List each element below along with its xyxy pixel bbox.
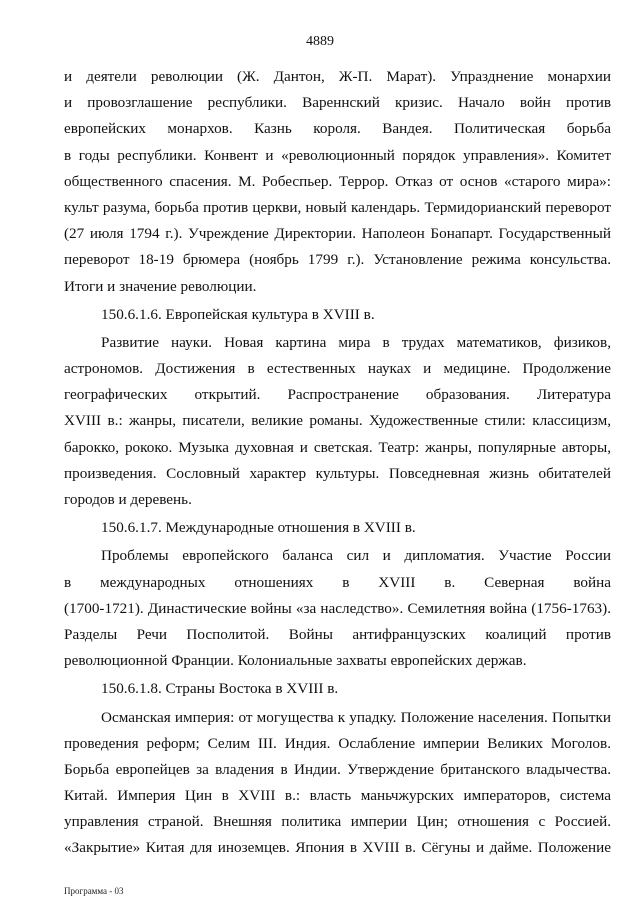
- text-line: географических открытий. Распространение образования. Литература: [64, 386, 611, 404]
- text-line: Османская империя: от могущества к упадку. Положение населения. Попытки: [101, 708, 611, 726]
- text-line: в годы республики. Конвент и «революционный порядок управления». Комитет: [64, 146, 611, 164]
- text-line: астрономов. Достижения в естественных науках и медицине. Продолжение: [64, 360, 611, 378]
- text-line: Борьба европейцев за владения в Индии. Утверждение британского владычества.: [64, 760, 611, 778]
- text-line: XVIII в.: жанры, писатели, великие романы. Художественные стили: классицизм,: [64, 412, 611, 430]
- document-body: [64, 64, 611, 862]
- text-line: европейских монархов. Казнь короля. Вандея. Политическая борьба: [64, 120, 611, 138]
- text-line: революционной Франции. Колониальные захваты европейских держав.: [64, 652, 527, 670]
- text-line: и деятели революции (Ж. Дантон, Ж-П. Марат). Упразднение монархии: [64, 68, 611, 85]
- text-line: Итоги и значение революции.: [64, 277, 257, 295]
- text-line: произведения. Сословный характер культуры. Повседневная жизнь обитателей: [64, 464, 611, 482]
- text-line: общественного спасения. М. Робеспьер. Террор. Отказ от основ «старого мира»:: [64, 172, 611, 190]
- text-line: проведения реформ; Селим III. Индия. Ослабление империи Великих Моголов.: [64, 734, 611, 752]
- text-line: Китай. Империя Цин в XVIII в.: власть маньчжурских императоров, система: [64, 787, 611, 805]
- text-line: (1700-1721). Династические войны «за наследство». Семилетняя война (1756-1763).: [64, 599, 611, 617]
- page-number: 4889: [306, 34, 334, 49]
- footer-label: Программа - 03: [64, 886, 124, 896]
- text-line: (27 июля 1794 г.). Учреждение Директории. Наполеон Бонапарт. Государственный: [64, 225, 611, 243]
- text-line: Развитие науки. Новая картина мира в трудах математиков, физиков,: [101, 333, 611, 351]
- section-heading: 150.6.1.6. Европейская культура в XVIII в.: [101, 305, 375, 323]
- text-line: переворот 18-19 брюмера (ноябрь 1799 г.). Установление режима консульства.: [64, 251, 611, 269]
- text-line: культ разума, борьба против церкви, новый календарь. Термидорианский переворот: [64, 198, 611, 216]
- text-line: и провозглашение республики. Вареннский кризис. Начало войн против: [64, 94, 611, 112]
- section-heading: 150.6.1.7. Международные отношения в XVIII в.: [101, 519, 416, 537]
- text-line: в международных отношениях в XVIII в. Северная война: [64, 573, 611, 591]
- text-line: управления страной. Внешняя политика империи Цин; отношения с Россией.: [64, 813, 611, 831]
- text-line: барокко, рококо. Музыка духовная и светская. Театр: жанры, популярные авторы,: [64, 438, 611, 456]
- text-line: городов и деревень.: [64, 491, 192, 508]
- section-heading: 150.6.1.8. Страны Востока в XVIII в.: [101, 680, 339, 698]
- text-line: Разделы Речи Посполитой. Войны антифранцузских коалиций против: [64, 625, 611, 643]
- text-line: Проблемы европейского баланса сил и дипломатия. Участие России: [101, 547, 611, 565]
- text-line: «Закрытие» Китая для иноземцев. Япония в XVIII в. Сёгуны и дайме. Положение: [64, 839, 611, 857]
